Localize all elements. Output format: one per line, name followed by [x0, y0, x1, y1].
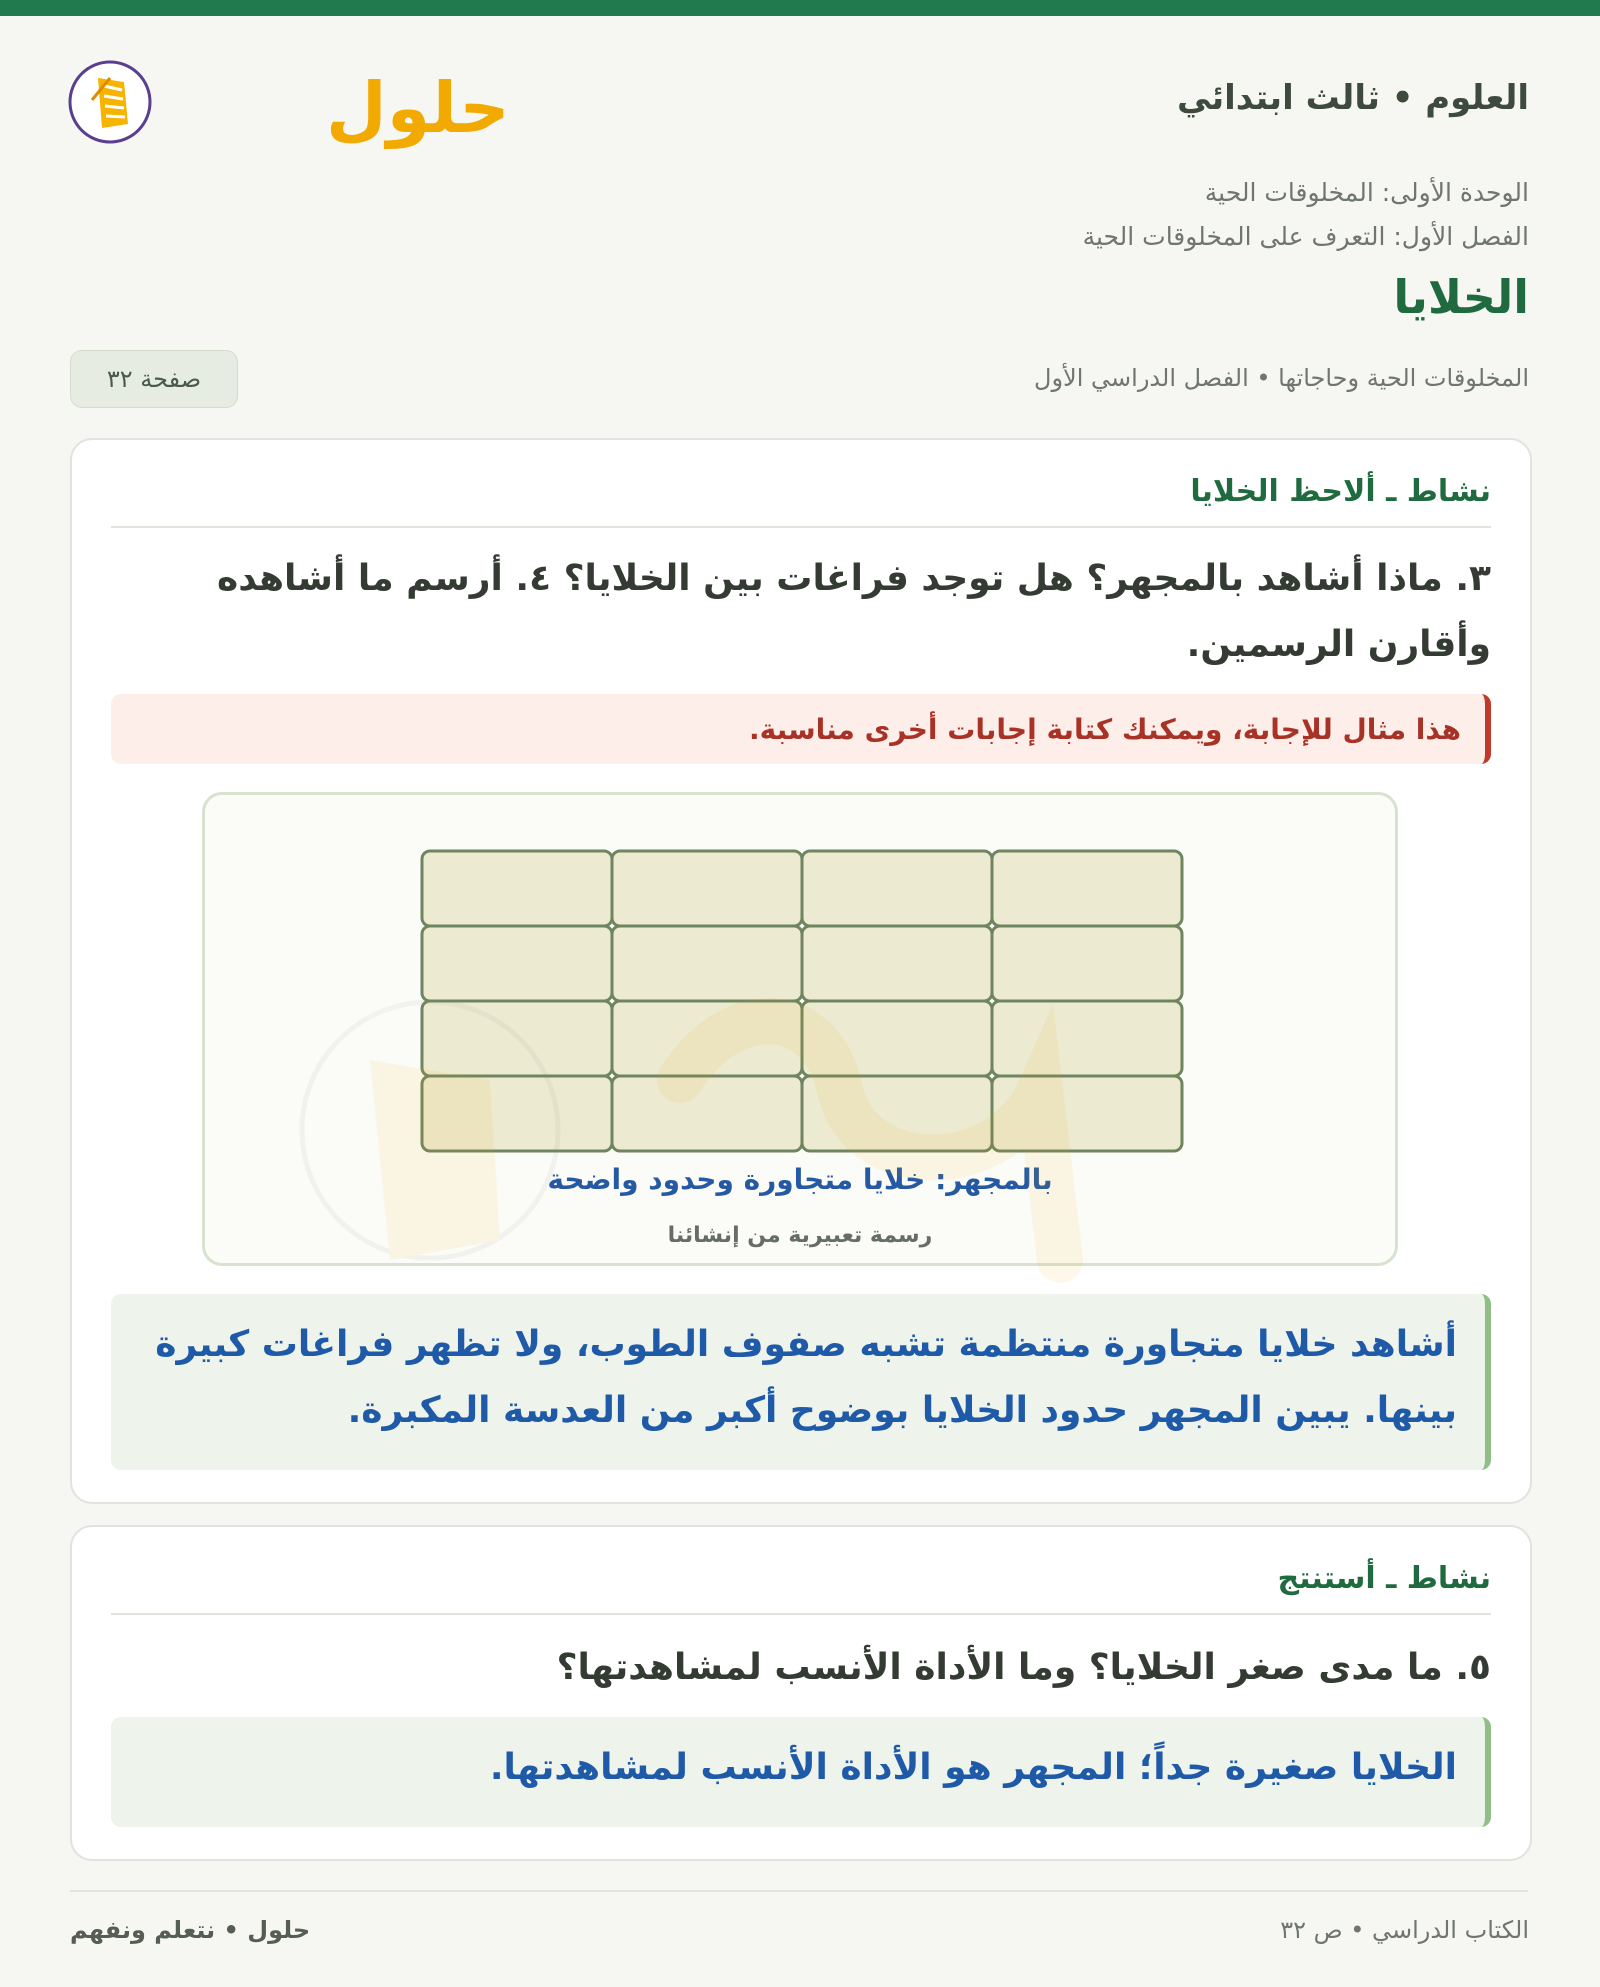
cell-1-4 — [992, 851, 1182, 926]
activity-card-observe — [70, 438, 1532, 1504]
page-number-badge: صفحة ٣٢ — [70, 350, 238, 408]
cell-1-1 — [422, 851, 612, 926]
cell-3-3 — [802, 1001, 992, 1076]
activity-title: نشاط ـ ألاحظ الخلايا — [111, 474, 1491, 528]
chapter-label: الفصل الأول: التعرف على المخلوقات الحية — [1082, 222, 1529, 251]
question-text: ٣. ماذا أشاهد بالمجهر؟ هل توجد فراغات بين الخلايا؟ ٤. أرسم ما أشاهده وأقارن الرسمين. — [217, 558, 1491, 665]
example-answer-note — [111, 694, 1491, 764]
lesson-title: الخلايا — [1393, 270, 1529, 324]
cell-4-1 — [422, 1076, 612, 1151]
footer-brand: حلول • نتعلم ونفهم — [70, 1916, 311, 1944]
note-text: هذا مثال للإجابة، ويمكنك كتابة إجابات أخرى مناسبة. — [749, 712, 1461, 746]
hulul-logo — [68, 50, 510, 154]
answer-text: أشاهد خلايا متجاورة منتظمة تشبه صفوف الطوب، ولا تظهر فراغات كبيرة بينها. يبين المجهر حدود الخلايا بوضوح أكبر من العدسة المكبرة. — [155, 1324, 1457, 1431]
activity-card-conclude — [70, 1525, 1532, 1861]
cell-3-4 — [992, 1001, 1182, 1076]
cell-2-2 — [612, 926, 802, 1001]
question-text: ٥. ما مدى صغر الخلايا؟ وما الأداة الأنسب لمشاهدتها؟ — [556, 1647, 1491, 1688]
cell-2-3 — [802, 926, 992, 1001]
figure-credit: رسمة تعبيرية من إنشائنا — [667, 1223, 933, 1248]
cells-figure — [202, 792, 1398, 1266]
subject-title: العلوم • ثالث ابتدائي — [1176, 78, 1529, 118]
cell-grid-drawing — [205, 795, 1401, 1269]
activity-title: نشاط ـ أستنتج — [111, 1561, 1491, 1615]
answer-box — [111, 1717, 1491, 1827]
figure-caption: بالمجهر: خلايا متجاورة وحدود واضحة — [547, 1163, 1053, 1196]
cell-4-2 — [612, 1076, 802, 1151]
answer-box — [111, 1294, 1491, 1470]
cell-3-2 — [612, 1001, 802, 1076]
logo-wordmark: حلول — [326, 67, 510, 149]
top-accent-bar — [0, 0, 1600, 16]
cell-2-4 — [992, 926, 1182, 1001]
answer-text: الخلايا صغيرة جداً؛ المجهر هو الأداة الأنسب لمشاهدتها. — [489, 1747, 1457, 1788]
cell-4-4 — [992, 1076, 1182, 1151]
cell-2-1 — [422, 926, 612, 1001]
unit-label: الوحدة الأولى: المخلوقات الحية — [1204, 178, 1529, 207]
cell-1-3 — [802, 851, 992, 926]
cell-4-3 — [802, 1076, 992, 1151]
footer-source: الكتاب الدراسي • ص ٣٢ — [1280, 1916, 1529, 1944]
cell-1-2 — [612, 851, 802, 926]
cell-3-1 — [422, 1001, 612, 1076]
lesson-meta: المخلوقات الحية وحاجاتها • الفصل الدراسي الأول — [1034, 364, 1529, 392]
footer-divider — [70, 1890, 1528, 1892]
